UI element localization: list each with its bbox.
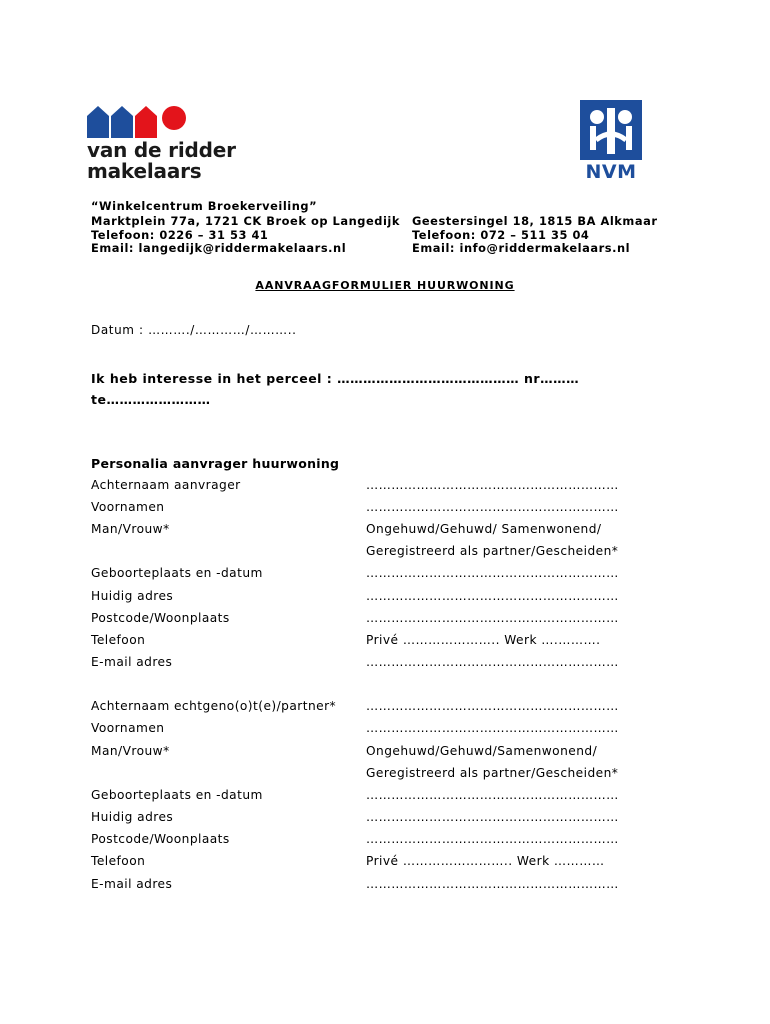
field-value[interactable]: …………………………………………………… — [366, 611, 619, 625]
field-label: Geboorteplaats en -datum — [91, 566, 263, 580]
field-value[interactable]: Privé …………………….. Werk ………… — [366, 854, 605, 868]
office-left-address: Marktplein 77a, 1721 CK Broek op Langedijk — [91, 214, 400, 228]
field-value[interactable]: Privé ………………….. Werk ….………. — [366, 633, 601, 647]
form-row — [91, 810, 651, 832]
field-value[interactable]: …………………………………………………… — [366, 721, 619, 735]
field-value[interactable]: Ongehuwd/Gehuwd/ Samenwonend/ — [366, 522, 602, 536]
field-label: Telefoon — [91, 854, 146, 868]
field-label: Achternaam echtgeno(o)t(e)/partner* — [91, 699, 337, 713]
form-title: AANVRAAGFORMULIER HUURWONING — [255, 279, 515, 292]
form-row — [91, 611, 651, 633]
field-label: Postcode/Woonplaats — [91, 832, 230, 846]
nvm-logo — [580, 100, 642, 182]
field-label: E-mail adres — [91, 877, 173, 891]
interest-line-1[interactable]: Ik heb interesse in het perceel : …………………………………… nr……… — [91, 371, 580, 386]
office-left-name: “Winkelcentrum Broekerveiling” — [91, 199, 318, 213]
form-row — [91, 522, 651, 544]
van-de-ridder-logo — [87, 104, 247, 184]
form-row — [91, 633, 651, 655]
field-value[interactable]: …………………………………………………… — [366, 655, 619, 669]
form-row — [91, 788, 651, 810]
field-value[interactable]: …………………………………………………… — [366, 810, 619, 824]
field-label: Voornamen — [91, 721, 165, 735]
office-left-phone: Telefoon: 0226 – 31 53 41 — [91, 228, 269, 242]
form-row — [91, 877, 651, 899]
office-right-phone: Telefoon: 072 – 511 35 04 — [412, 228, 590, 242]
field-value[interactable]: …………………………………………………… — [366, 877, 619, 891]
field-label: Geboorteplaats en -datum — [91, 788, 263, 802]
field-value[interactable]: Geregistreerd als partner/Gescheiden* — [366, 766, 619, 780]
field-value[interactable]: …………………………………………………… — [366, 832, 619, 846]
field-value[interactable]: …………………………………………………… — [366, 500, 619, 514]
form-row — [91, 766, 651, 788]
form-row — [91, 699, 651, 721]
nvm-logo-text: NVM — [585, 161, 637, 183]
office-right-email: Email: info@riddermakelaars.nl — [412, 241, 631, 255]
field-value[interactable]: Geregistreerd als partner/Gescheiden* — [366, 544, 619, 558]
form-row — [91, 854, 651, 876]
office-left-email: Email: langedijk@riddermakelaars.nl — [91, 241, 347, 255]
section-heading: Personalia aanvrager huurwoning — [91, 456, 340, 471]
field-label: Telefoon — [91, 633, 146, 647]
field-value[interactable]: …………………………………………………… — [366, 699, 619, 713]
logo-line-1: van de ridder — [87, 138, 236, 162]
form-row — [91, 566, 651, 588]
field-label: Huidig adres — [91, 810, 174, 824]
field-value[interactable]: …………………………………………………… — [366, 589, 619, 603]
field-value[interactable]: …………………………………………………… — [366, 478, 619, 492]
field-label: Achternaam aanvrager — [91, 478, 241, 492]
field-value[interactable]: …………………………………………………… — [366, 566, 619, 580]
office-right-address: Geestersingel 18, 1815 BA Alkmaar — [412, 214, 658, 228]
date-field[interactable]: Datum : ………./…………/……….. — [91, 323, 297, 337]
form-row — [91, 832, 651, 854]
field-label: Man/Vrouw* — [91, 744, 170, 758]
houses-icon — [87, 104, 187, 138]
logo-line-2: makelaars — [87, 159, 202, 183]
field-label: E-mail adres — [91, 655, 173, 669]
interest-line-2[interactable]: te…………………… — [91, 392, 211, 407]
form-row — [91, 655, 651, 677]
field-label: Huidig adres — [91, 589, 174, 603]
field-label: Voornamen — [91, 500, 165, 514]
field-value[interactable]: …………………………………………………… — [366, 788, 619, 802]
form-row — [91, 500, 651, 522]
field-label: Postcode/Woonplaats — [91, 611, 230, 625]
form-row — [91, 544, 651, 566]
form-row — [91, 744, 651, 766]
form-row — [91, 589, 651, 611]
field-value[interactable]: Ongehuwd/Gehuwd/Samenwonend/ — [366, 744, 598, 758]
form-row — [91, 478, 651, 500]
field-label: Man/Vrouw* — [91, 522, 170, 536]
form-row — [91, 721, 651, 743]
